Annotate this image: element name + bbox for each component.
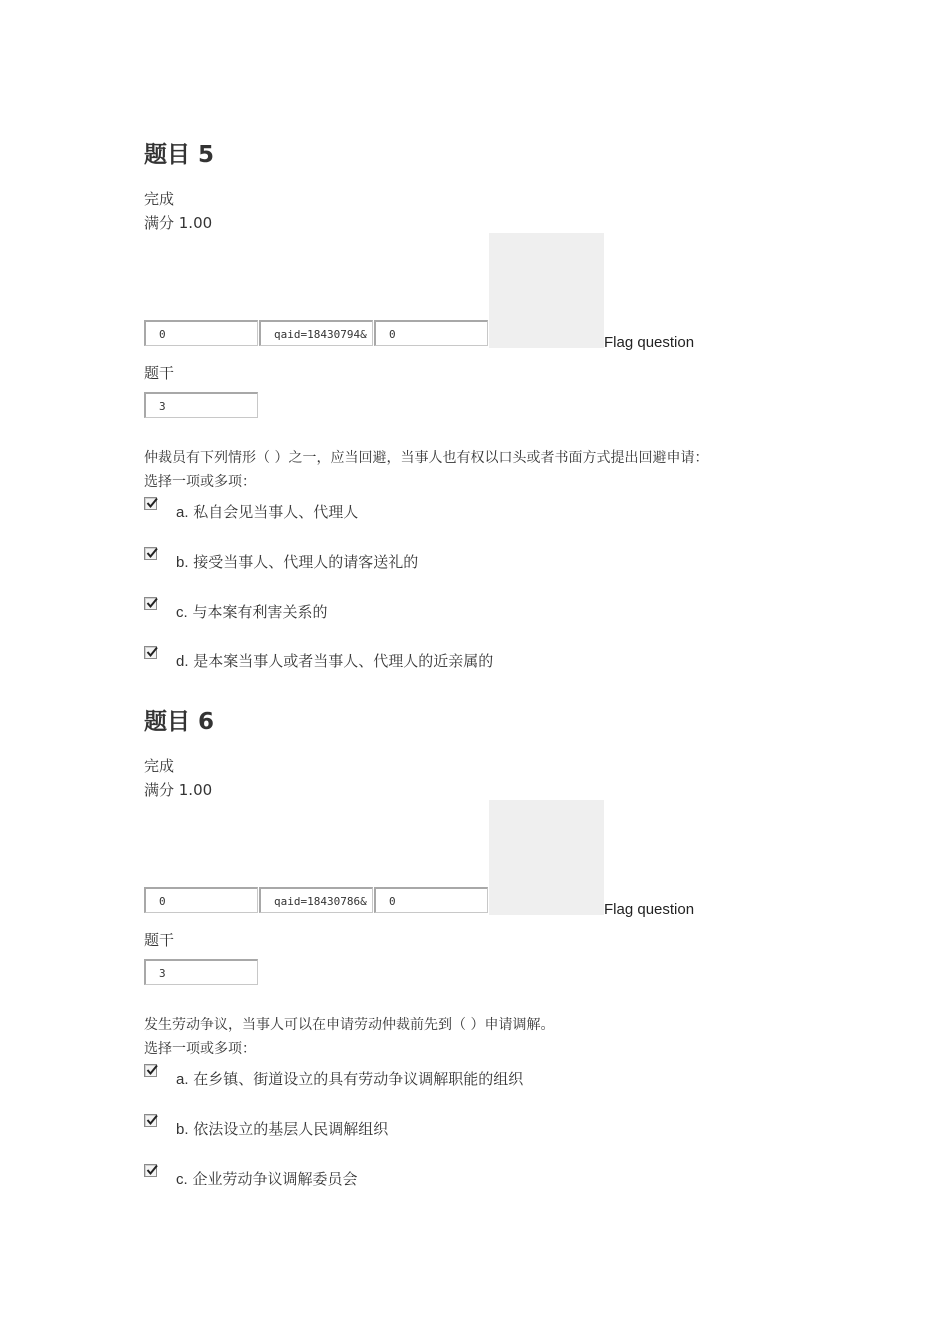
option-label: b. 接受当事人、代理人的请客送礼的	[176, 553, 419, 571]
checkbox-checked[interactable]	[144, 547, 157, 560]
flag-question-link[interactable]: Flag question	[604, 901, 695, 918]
option-label: b. 依法设立的基层人民调解组织	[176, 1120, 389, 1138]
flag-question-link[interactable]: Flag question	[604, 334, 695, 351]
checkbox-checked[interactable]	[144, 597, 157, 610]
option-label: c. 企业劳动争议调解委员会	[176, 1170, 358, 1188]
flag-image-placeholder	[489, 800, 604, 915]
question-text: 仲裁员有下列情形（ ）之一，应当回避，当事人也有权以口头或者书面方式提出回避申请：	[144, 450, 709, 466]
checkbox-checked[interactable]	[144, 1164, 157, 1177]
question-text: 发生劳动争议，当事人可以在申请劳动仲裁前先到（ ）申请调解。	[144, 1017, 555, 1033]
hidden-field-1[interactable]: 0	[144, 320, 258, 346]
checkbox-checked[interactable]	[144, 1064, 157, 1077]
question-mark: 满分 1.00	[144, 781, 213, 799]
stem-field[interactable]: 3	[144, 392, 258, 418]
question-mark: 满分 1.00	[144, 214, 213, 232]
checkbox-checked[interactable]	[144, 497, 157, 510]
option-label: a. 在乡镇、街道设立的具有劳动争议调解职能的组织	[176, 1070, 524, 1088]
option-label: a. 私自会见当事人、代理人	[176, 503, 359, 521]
hidden-field-qaid[interactable]: qaid=18430794&	[259, 320, 373, 346]
stem-label: 题干	[144, 931, 175, 949]
answer-prompt: 选择一项或多项：	[144, 474, 256, 490]
option-label: d. 是本案当事人或者当事人、代理人的近亲属的	[176, 652, 494, 670]
question-state: 完成	[144, 757, 175, 775]
hidden-field-qaid[interactable]: qaid=18430786&	[259, 887, 373, 913]
question-title: 题目 6	[144, 709, 215, 735]
stem-label: 题干	[144, 364, 175, 382]
checkbox-checked[interactable]	[144, 1114, 157, 1127]
stem-field[interactable]: 3	[144, 959, 258, 985]
checkbox-checked[interactable]	[144, 646, 157, 659]
flag-image-placeholder	[489, 233, 604, 348]
option-label: c. 与本案有利害关系的	[176, 603, 328, 621]
hidden-field-1[interactable]: 0	[144, 887, 258, 913]
answer-prompt: 选择一项或多项：	[144, 1041, 256, 1057]
question-title: 题目 5	[144, 142, 215, 168]
question-state: 完成	[144, 190, 175, 208]
hidden-field-2[interactable]: 0	[374, 887, 488, 913]
hidden-field-2[interactable]: 0	[374, 320, 488, 346]
